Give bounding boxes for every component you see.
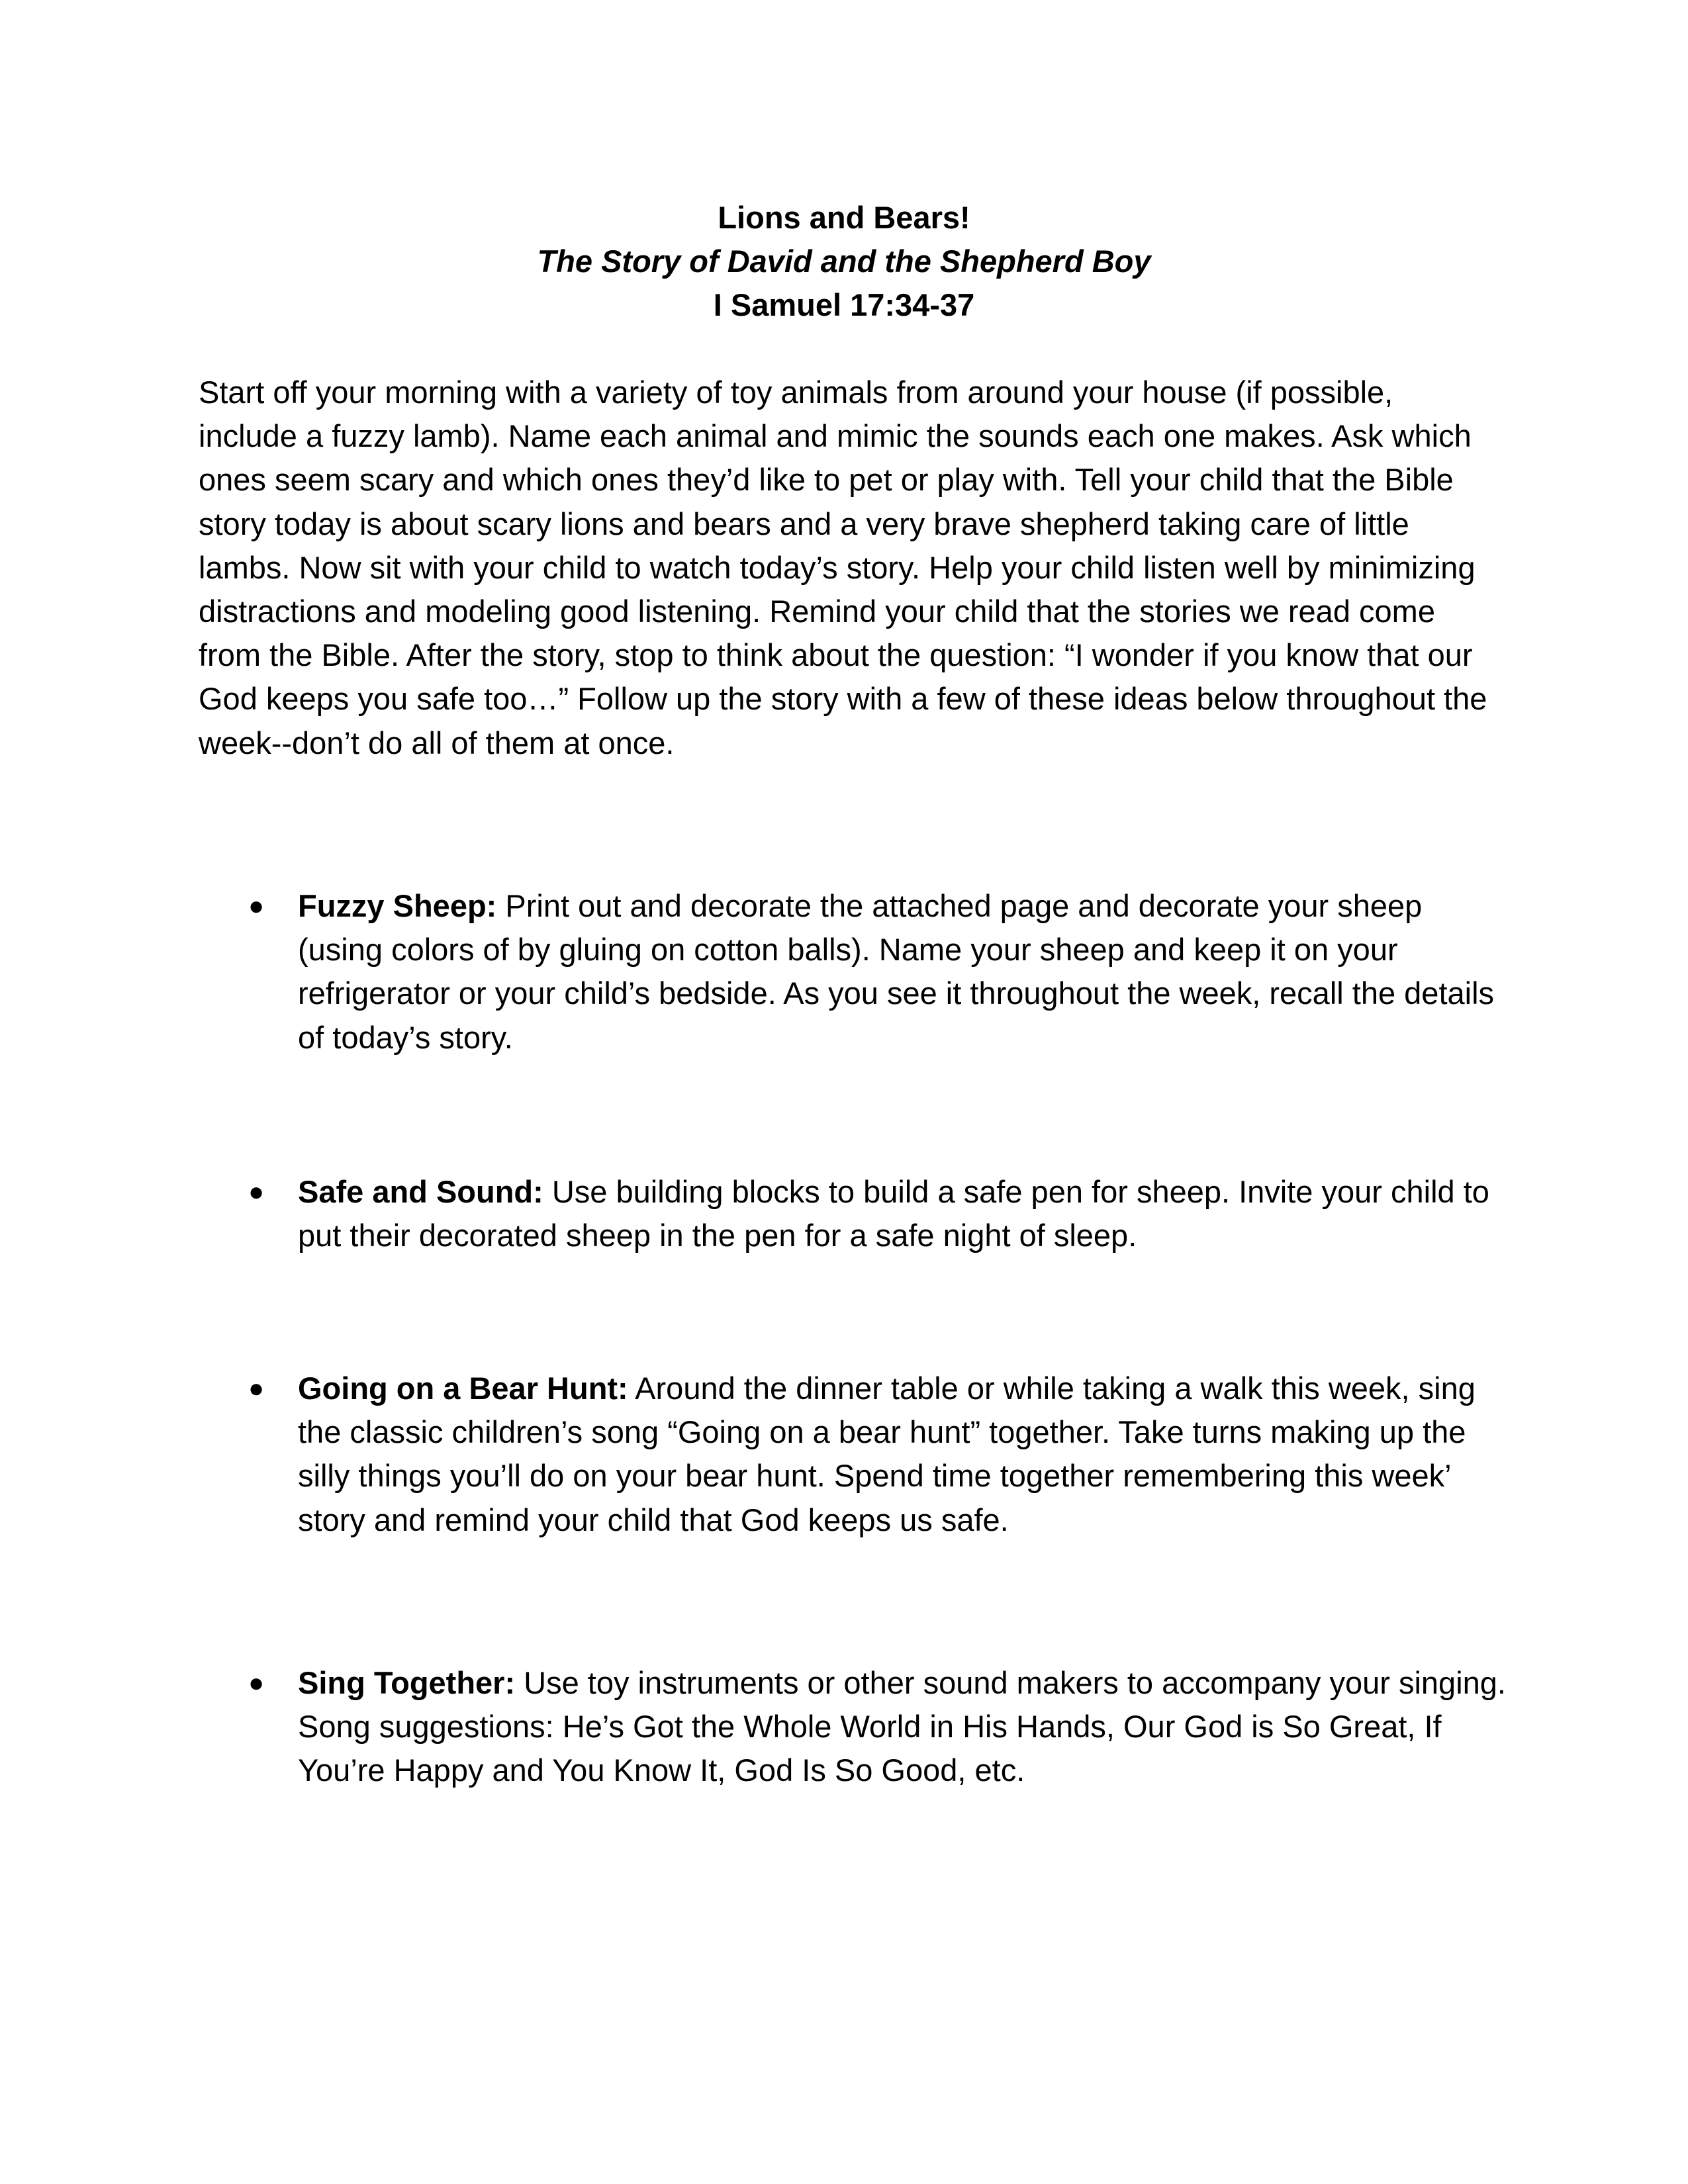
document-subtitle: The Story of David and the Shepherd Boy [537, 244, 1151, 279]
activity-term: Fuzzy Sheep: [298, 888, 497, 923]
bullet-icon: ● [248, 1668, 265, 1698]
activity-description: Use toy instruments or other sound makers to accompany your singing. Song suggestions: He’s Got the Whole World in His Hands, Our God is So Great, If You’re Happy and You Know It, God Is So Good, etc. [298, 1665, 1506, 1788]
scripture-reference: I Samuel 17:34-37 [713, 287, 975, 322]
activity-description: Around the dinner table or while taking a walk this week, sing the classic children’s song “Going on a bear hunt” together. Take turns making up the silly things you’ll do on your bear hunt. Spend time together remembering this week’ story and remind your child that God keeps us safe. [298, 1371, 1476, 1537]
activity-term: Sing Together: [298, 1665, 516, 1700]
activity-description: Print out and decorate the attached page and decorate your sheep (using colors of by gluing on cotton balls). Name your sheep and keep it on your refrigerator or your child’s bedside. As you see it throughout the week, recall the details of today’s story. [298, 888, 1495, 1055]
activity-description: Use building blocks to build a safe pen for sheep. Invite your child to put their decorated sheep in the pen for a safe night of sleep. [298, 1174, 1489, 1253]
intro-paragraph: Start off your morning with a variety of toy animals from around your house (if possible, include a fuzzy lamb). Name each animal and mimic the sounds each one makes. Ask which ones seem scary and which ones they’d like to pet or play with. Tell your child that the Bible story today is about scary lions and bears and a very brave shepherd taking care of little lambs. Now sit with your child to watch today’s story. Help your child listen well by minimizing distractions and modeling good listening. Remind your child that the stories we read come from the Bible. After the story, stop to think about the question: “I wonder if you know that our God keeps you safe too…” Follow up the story with a few of these ideas below throughout the week--don’t do all of them at once. [199, 375, 1487, 760]
activity-text [298, 1170, 1506, 1257]
activity-term: Going on a Bear Hunt: [298, 1371, 628, 1406]
activity-text [298, 1661, 1506, 1793]
document-header [199, 196, 1489, 327]
activity-term: Safe and Sound: [298, 1174, 543, 1209]
bullet-icon: ● [248, 891, 265, 921]
activity-text [298, 884, 1506, 1060]
bullet-icon: ● [248, 1177, 265, 1206]
bullet-icon: ● [248, 1374, 265, 1403]
activity-text [298, 1367, 1506, 1542]
document-title: Lions and Bears! [718, 200, 970, 235]
